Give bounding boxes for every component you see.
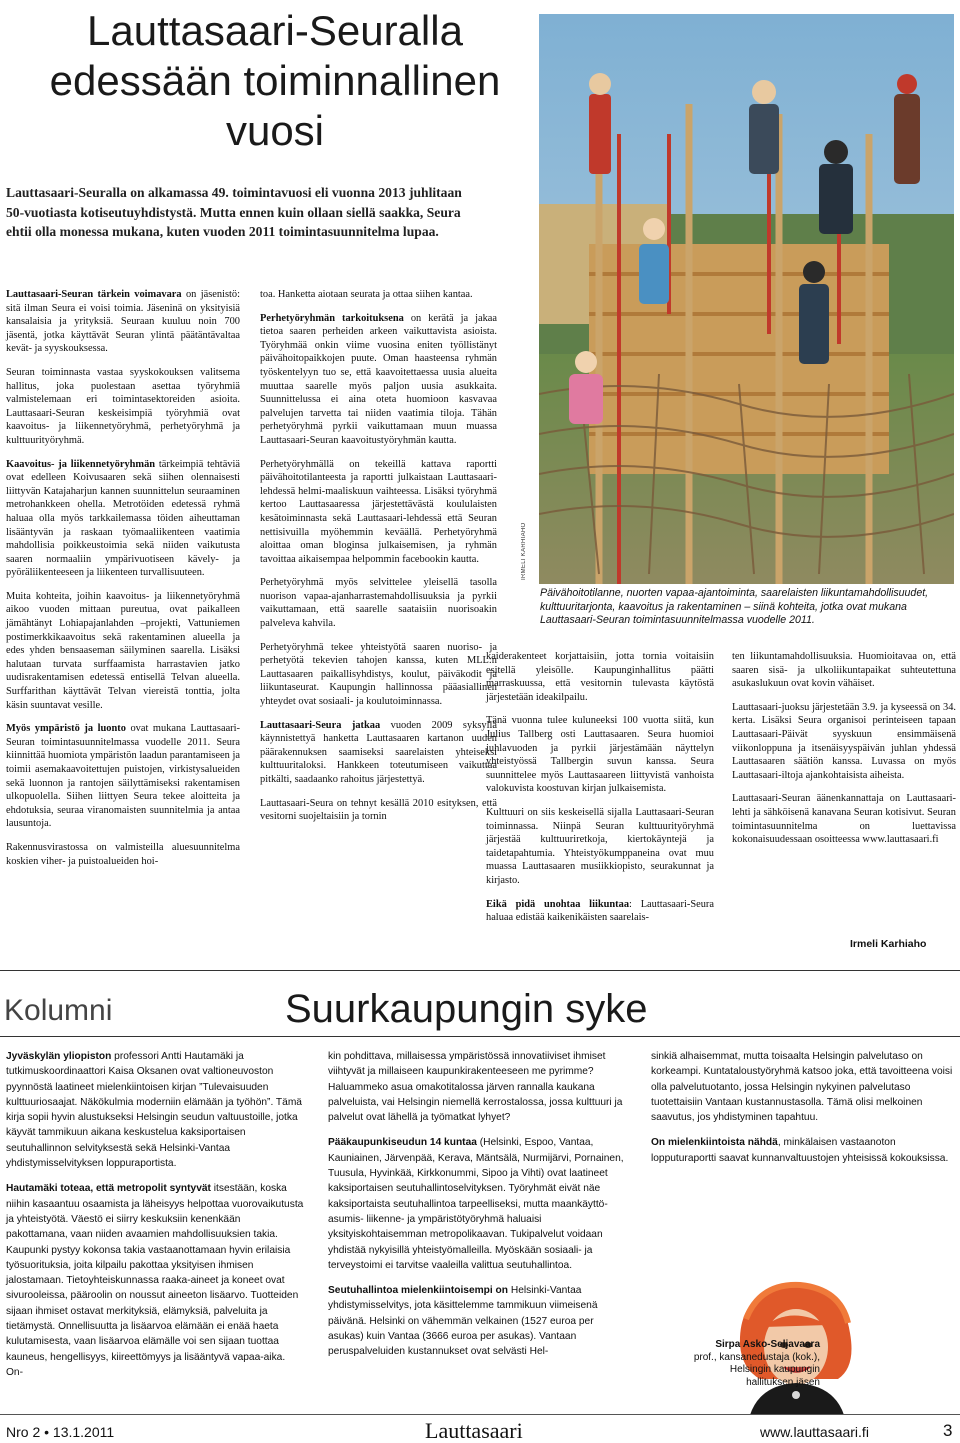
website-link[interactable]: www.lauttasaari.fi [760,1424,869,1440]
paragraph: kin pohdittava, millaisessa ympäristössä innovatiiviset ihmiset viihtyvät ja millaiseen kaupunkirakenteeseen me pyrimme? Haluammeko asua omakotitalossa järven rannalla kaukana palveluista, vai Helsingin niemellä kerrostalossa, jossa kulttuuri ja palvelut ovat lähellä ja työmatkat lyhyet? [328,1051,623,1124]
author-name: Sirpa Asko-Seljavaara [715,1339,820,1350]
section-label: Kolumni [4,994,113,1027]
paragraph: Jyväskylän yliopiston professori Antti Hautamäki ja tutkimuskoordinaattori Kaisa Oksanen ovat valtioneuvoston pyynnöstä laatineet mielenkiintoisen kirjan ”Tulevaisuuden kulttuuriosaajat. Näkökulmia moderniin elämään ja työhön”. Tämä kirja sopii hyvin alustukseksi Helsingin seudun valtuustoille, jotka käyvät tammikuun aikana keskustelua kaksiportaisen seutuhallinnon selvityksestä sekä Helsinki-Vantaa yhdistymisselvityksen loppuraportista. [6,1051,302,1170]
paragraph: Perhetyöryhmällä on tekeillä kattava raportti päivähoitotilanteesta ja raportti julkaistaan Lauttasaari-lehdessä helmi-maaliskuun vaihteessa. Lisäksi työryhmä kertoo Lauttasaaressa järjestettävästä koululaisten kesätoiminnasta sekä Lauttasaari-lehdessä että Seuran nettisivuilla myöhemmin keväällä. Perhetyöryhmä aloittaa oman bloginsa julkaisemisen, ja ryhmän tavoittaa aikaisempaa helpommin facebookin kautta. [260,458,497,565]
page-number: 3 [943,1421,953,1440]
column-text-1 [6,1049,304,1390]
playground-illustration [539,14,954,584]
paragraph: Lauttasaari-Seuran äänenkannattaja on Lauttasaari-lehti ja sähköisenä kanavana Seuran kotisivut. Seuran toimintasuunnitelma on luettavissa kokonaisuudessaan osoitteessa www.lauttasaari.fi [732,793,956,846]
column-text-2 [328,1049,628,1370]
paragraph: Rakennusvirastossa on valmisteilla aluesuunnitelma koskien viher- ja puistoalueiden hoi- [6,841,240,867]
paper-name: Lauttasaari [425,1418,523,1443]
author-signature: Irmeli Karhiaho [850,938,927,950]
paragraph: Hautamäki toteaa, että metropolit syntyvät itsestään, koska niihin kasaantuu osaamista ja läheisyys helpottaa vuorovaikutusta ja yhteistyötä. Väestö ei siirry keskuksiin kenenkään pakottamana, vaan niiden avaamien mahdollisuuksien takia. Kaupunki pystyy kokonsa takia vastaanottamaan hyvin erilaisia työsuorituksia, joita kilpailu pakottaa yksityisen ihmisen jalostamaan. Tietoyhteiskunnassa raaka-aineet ja koneet ovat sivurooleissa, pääroolin on noussut aineeton lisäarvo. Tuotteiden sijaan ihmiset ostavat merkityksiä, elämyksiä, palveluita ja tietämystä. Onnellisuutta ja lisäarvoa elämään ei enää haeta kulutamisesta, vaan lisäarvoa elämälle voi sen sijaan tuottaa kauneus, hengellisyys, kiireettömyys ja lisääntyvä vapaa-aika. On- [6,1183,304,1378]
photo-credit: IRMELI KARHIAHO [521,522,527,580]
paragraph: sinkiä alhaisemmat, mutta toisaalta Helsingin palvelutaso on korkeampi. Kuntataloustyöryhmä katsoo joka, että tavoitteena voisi olla palvelutuotanto, jossa Helsingin nykyinen palvelutaso tuotettaisiin Vantaan kustannustasolla. Tämä olisi melkoinen saavutus, jos yhdistyminen tapahtuu. [651,1051,953,1124]
article-column-3 [486,650,714,935]
paragraph: Kaavoitus- ja liikennetyöryhmän tärkeimpiä tehtäviä ovat edelleen Koivusaaren sekä siihen olennaisesti liittyvän Katajaharjun kannen suunnittelun seuraaminen metrohankkeen ohella. Metrotöiden edetessä ryhmä haluaa olla myös tarkkailemassa töiden aiheuttaman lisääntyvän ja raskaan työmaaliikenteen vaatimia mahdollisia poikkeustoimia sekä niiden vaikutusta saaren normaaliin ympärivuotiseen kävely- ja pyöräliikenteeseen ja liikenteen turvallisuuteen. [6,458,240,579]
footer-divider [0,1414,960,1415]
paragraph: Pääkaupunkiseudun 14 kuntaa (Helsinki, Espoo, Vantaa, Kauniainen, Järvenpää, Kerava, Mäntsälä, Nurmijärvi, Pornainen, Tuusula, Hyvinkää, Kirkkonummi, Sipoo ja Vihti) ovat laatineet kaksiportaisen seutuhallintoselvityksen. Työryhmät eivät näe kaksiportaista seutuhallintoa tarpeelliseksi, mutta maankäyttö- asumis- liikenne- ja ympäristötyöryhmä haluaisi yksityiskohtaisemman metropolikaavan. Tukipalvelut voidaan yhdistää nykyisillä yhteistyömalleilla. Myöskään sosiaali- ja terveystoimi ei tarvitse vaaleilla valittua seutuhallintoa. [328,1137,624,1271]
column-headline: Suurkaupungin syke [285,987,648,1031]
section-divider [0,970,960,971]
paragraph: ten liikuntamahdollisuuksia. Huomioitavaa on, että saaren sisä- ja ulkoliikuntapaikat suhteutettuna asukaslukuun ovat kovin vähäiset. [732,651,956,690]
paragraph: Myös ympäristö ja luonto ovat mukana Lauttasaari-Seuran toimintasuunnitelmassa vuodelle 2011. Seura kiinnittää huomiota ympäristön laadun parantamiseen ja toimii asemakaavoitettujen puistojen, virkistysalueiden sekä luonnon ja rantojen säilyttämiseksi rakentamisen ulkopuolella. Siihen liittyen Seura tekee aloitteita ja ehdotuksia, seuraa viranomaisten suunnitelmia ja antaa lausuntoja. [6,723,240,830]
paragraph: Perhetyöryhmä tekee yhteistyötä saaren nuoriso- ja perhetyötä tekevien tahojen kanssa, kuten MLL:n Lauttasaaren paikallisyhdistys, koulut, päiväkodit ja liikuntaseurat. Kaupungin hallinnossa pääasiallinen yhteydet ovat sosiaali- ja koulutoiminnassa. [260,641,497,708]
author-role: hallituksen jäsen [746,1376,820,1388]
lead-paragraph: Lauttasaari-Seuralla on alkamassa 49. toimintavuosi eli vuonna 2013 juhlitaan 50-vuotiasta kotiseutuyhdistystä. Mutta ennen kuin ollaan siellä saakka, Seura ehtii olla monessa mukana, kuten vuoden 2011 toimintasuunnitelma lupaa. [6,185,462,240]
paragraph: Perhetyöryhmä myös selvittelee yleisellä tasolla nuorison vapaa-ajanharrastemahdollisuuksia ja pyrkii vaikuttamaan, että saarelle saataisiin nuorisoakin palveleva kahvila. [260,577,497,630]
author-title: prof., kansanedustaja (kok.), [693,1351,820,1363]
paragraph: Seuran toiminnasta vastaa syyskokouksen valitsema hallitus, joka puolestaan asettaa työryhmiä valmistelemaan eri toimintasektoreiden asioita. Lauttasaari-Seuran keskeisimpiä työryhmiä ovat kaavoitus- ja liikennetyöryhmä, perhetyöryhmä ja kulttuurityöryhmä. [6,366,240,446]
author-role: Helsingin kaupungin [729,1364,820,1375]
article-column-2 [260,288,497,834]
paragraph: Muita kohteita, joihin kaavoitus- ja liikennetyöryhmä aikoo vuoden mittaan pureutua, ovat paikalleen jämähtänyt Lohiapajanlahden –projekti, Vattuniemen postimerkkikaavoitus sekä rakentaminen alueella ja edes yhden bensaaseman säilyminen saarella. Lisäksi halutaan turvata surffaamista harrastavien jatko uudisrakentamisen edetessä entisellä Telvan alueella. Surffarithan käyttävät Telvan viereistä tonttia, jolta käsin suuntavat vesille. [6,590,240,711]
photo-caption: Päivähoitotilanne, nuorten vapaa-ajantoiminta, saarelaisten liikuntamahdollisuudet, kulttuuritarjonta, kaavoitus ja rakentaminen – siinä kohteita, jotka ovat mukana Lauttasaari-Seuran toimintasuunnitelmassa vuodelle 2011. [540,587,929,626]
article-column-1 [6,288,240,878]
paragraph: Lauttasaari-Seura jatkaa vuoden 2009 syksyllä käynnistettyä hanketta Lauttasaaren kartanon uuden päärakennuksen saamiseksi saarelaisten yhteiseksi kulttuuritaloksi. Hankkeen toteutumiseen vaikuttaa pitkälti, saadaanko rahoitus järjestettyä. [260,719,497,785]
paragraph: Lauttasaari-Seura on tehnyt kesällä 2010 esityksen, että vesitorni suojeltaisiin ja tornin [260,797,497,823]
playground-photo [539,14,954,584]
paragraph: On mielenkiintoista nähdä, minkälaisen vastaanoton lopputuraportti saavat kunnanvaltuustojen yhteisissä kokouksissa. [651,1137,949,1164]
issue-info: Nro 2 • 13.1.2011 [6,1424,115,1440]
paragraph: Eikä pidä unohtaa liikuntaa: Lauttasaari-Seura haluaa edistää kaikenikäisten saarelais- [486,898,714,924]
paragraph: Seutuhallintoa mielenkiintoisempi on Helsinki-Vantaa yhdistymisselvitys, jota käsittelemme tammikuun viimeisenä päivänä. Helsinki on vähemmän velkainen (1527 euroa per asukas) kuin Vantaa (3666 euroa per asukas). Vantaan peruspalveluiden kustannukset ovat selvästi Hel- [328,1285,598,1358]
paragraph: Kulttuuri on siis keskeisellä sijalla Lauttasaari-Seuran toiminnassa. Niinpä Seuran kulttuurityöryhmä järjestää kulttuuriretkoja, kiertokäyntejä ja taidetapahtumia. Yhteistyökumppaneina ovat muu muassa Lauttasaaren musiikkiopisto, seurakunnat ja kirjasto. [486,806,714,886]
paragraph: toa. Hanketta aiotaan seurata ja ottaa siihen kantaa. [260,289,473,300]
paragraph: Perhetyöryhmän tarkoituksena on kerätä ja jakaa tietoa saaren perheiden arkeen vaikuttavista asioista. Työryhmää onkin viime vuosina eniten työllistänyt päivähoitopaikkojen puute. Oman haasteensa ryhmän työskentelyyn tuo se, että kaavoitettaessa uusia alueita muuttaa saarelle myös paljon uusia asukkaita. Suunnittelussa ei aina oteta huomioon kasvavaa palvelujen tarvetta tai niiden vaatimia tiloja. Tähän perhetyöryhmä pyrkii vaikuttamaan muun muassa Lauttasaari-Seuran kaavoitustyöryhmän kautta. [260,312,498,446]
paragraph: Lauttasaari-Seuran tärkein voimavara on jäsenistö: sitä ilman Seura ei voisi toimia. Jäseninä on yksityisiä kansalaisia ja yrityksiä. Seuraan kuuluu noin 700 jäsentä, jotka käyttävät Seuran ylintä päätäntävaltaa kevät- ja syyskouksessa. [6,289,240,355]
section-divider [0,1036,960,1037]
article-column-4 [732,650,956,857]
paragraph: Tänä vuonna tulee kuluneeksi 100 vuotta siitä, kun Julius Tallberg osti Lauttasaaren. Seura huomioi juhlavuoden ja pyrkii järjestämään näyttelyn yhteistyössä Tallbergin suvun kanssa. Seura suunnittelee myös Lauttasaareen liittyvistä vanhoista valokuvista koostuvan kirjan julkaisemista. [486,715,714,795]
author-byline [650,1339,820,1389]
paragraph: kaiderakenteet korjattaisiin, jotta tornia voitaisiin esitellä yleisölle. Kaupunginhallitus päätti marraskuussa, että vesitornin tulevasta käytöstä järjestetään ideakilpailu. [486,651,714,703]
headline: Lauttasaari-Seuralla edessään toiminnallinen vuosi [49,7,501,154]
paragraph: Lauttasaari-juoksu järjestetään 3.9. ja kyseessä on 34. kerta. Lisäksi Seura organisoi perinteiseen tapaan Lauttasaari-Päivät syyskuun ensimmäisenä viikonloppuna ja itsenäisyyspäivän juhlan yhdessä Lauttasaaren säätiön kanssa. Luvassa on myös Lauttasaari-iltoja ajankohtaisista aiheista. [732,701,956,781]
column-text-3 [651,1049,954,1176]
